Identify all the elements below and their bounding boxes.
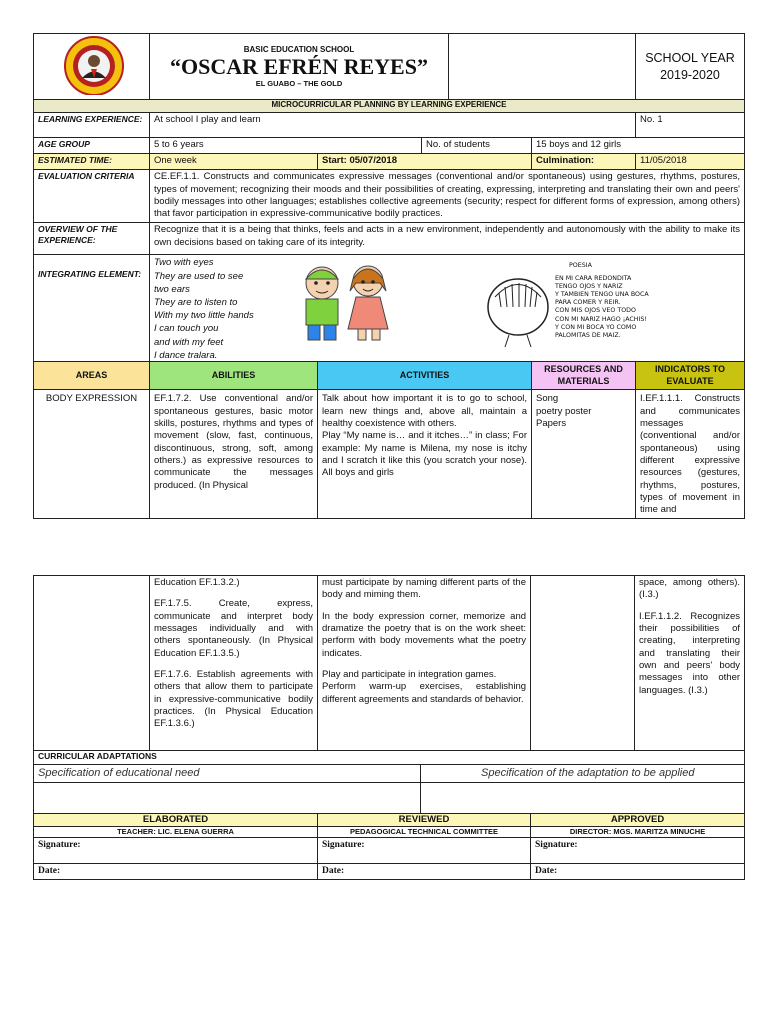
poem-line: They are used to see	[154, 270, 244, 282]
teacher-name: TEACHER: LIC. ELENA GUERRA	[34, 827, 318, 838]
integrating-element-cell	[150, 255, 745, 362]
poem-line: I can touch you	[154, 323, 219, 335]
signature-approved: Signature:	[531, 838, 745, 864]
poesia-title: POESIA	[569, 262, 592, 270]
adaptation-value	[421, 783, 745, 814]
school-year-value: 2019-2020	[660, 67, 720, 82]
resource-papers: Papers	[536, 418, 567, 430]
school-year-label: SCHOOL YEAR	[645, 50, 735, 65]
activity-poetry: In the body expression corner, memorize and dramatize the poetry that is on the work sheet: perform with body movements what the poetry indicates.	[322, 610, 527, 659]
activity-integration: Play and participate in integration games.	[322, 669, 497, 681]
school-type: BASIC EDUCATION SCHOOL	[243, 44, 355, 54]
signature-reviewed: Signature:	[318, 838, 531, 864]
activities-header: ACTIVITIES	[318, 362, 532, 390]
educational-need-value	[34, 783, 421, 814]
resources-header: RESOURCES AND MATERIALS	[532, 362, 636, 390]
elaborated-header: ELABORATED	[34, 814, 318, 827]
poesia-block	[555, 262, 649, 340]
school-logo	[34, 34, 148, 95]
activity-1: Talk about how important it is to go to school, learn new things and, above all, maintain a healthy coexistence with others.	[322, 393, 527, 430]
poem-line: With my two little hands	[154, 310, 254, 322]
poesia-line: PALOMITAS DE MAIZ.	[555, 331, 621, 339]
ability-ef176: EF.1.7.6. Establish agreements with others that allow them to participate in expressive-communicative bodily practices. (In Physical Education EF.1.3.6.)	[154, 669, 313, 730]
planning-banner: MICROCURRICULAR PLANNING BY LEARNING EXPERIENCE	[34, 100, 745, 113]
poesia-line: CON MIS OJOS VEO TODO	[555, 307, 636, 315]
abilities-header: ABILITIES	[150, 362, 318, 390]
poesia-line: EN MI CARA REDONDITA	[555, 274, 632, 282]
resource-poster: poetry poster	[536, 405, 592, 417]
poesia-lines	[555, 275, 649, 341]
abilities-cell-2	[150, 576, 318, 751]
students-value: 15 boys and 12 girls	[532, 138, 745, 154]
poesia-line: Y CON MI BOCA YO COMO	[555, 323, 637, 331]
indicators-header: INDICATORS TO EVALUATE	[636, 362, 745, 390]
poem-line: Two with eyes	[154, 257, 214, 269]
poem-line: They are to listen to	[154, 296, 238, 308]
poesia-line: PARA COMER Y REIR.	[555, 299, 621, 307]
school-location: EL GUABO – THE GOLD	[255, 79, 343, 89]
logo-cell	[34, 34, 150, 100]
indicator-ief112: I.EF.1.1.2. Recognizes their possibilities of creating, interpreting and translating their own and peers' body messages into other languages. (I.3.)	[639, 610, 741, 696]
committee-name: PEDAGOGICAL TECHNICAL COMMITTEE	[318, 827, 531, 838]
poem-line: and with my feet	[154, 336, 224, 348]
poesia-line: TENGO OJOS Y NARIZ	[555, 282, 623, 290]
age-group-label: AGE GROUP	[34, 138, 150, 154]
evaluation-criteria-value: CE.EF.1.1. Constructs and communicates expressive messages (conventional and/or spontaneous) using gestures, rhythms, postures, types of movement; recognizing their moods and their possibilities of creating, expressing, interpreting and translating their own and peers' bodily messages into other languages; establishes collective agreements (security; respect for different forms of expression, among others) that favor participation in expressive-communicative bodily practices.	[150, 170, 745, 223]
date-approved: Date:	[531, 864, 745, 879]
experience-number: No. 1	[636, 113, 745, 138]
date-elaborated: Date:	[34, 864, 318, 879]
estimated-time-value: One week	[150, 154, 318, 170]
school-name: “OSCAR EFRÉN REYES”	[170, 53, 428, 79]
culmination-label: Culmination:	[532, 154, 636, 170]
face-drawing	[485, 267, 551, 349]
poesia-line: Y TAMBIEN TENGO UNA BOCA	[555, 290, 649, 298]
start-date: Start: 05/07/2018	[318, 154, 532, 170]
estimated-time-label: ESTIMATED TIME:	[34, 154, 150, 170]
indicator-continued: space, among others). (I.3.)	[639, 577, 741, 601]
poesia-line: CON MI NARIZ HAGO ¡ACHIS!	[555, 315, 647, 323]
indicators-cell-2	[635, 576, 745, 751]
overview-label: OVERVIEW OF THE EXPERIENCE:	[34, 223, 150, 255]
planning-table-top	[33, 33, 745, 519]
date-reviewed: Date:	[318, 864, 531, 879]
activities-cell-1	[318, 390, 532, 518]
curricular-adaptations-title: CURRICULAR ADAPTATIONS	[34, 751, 745, 765]
resources-cell-2	[531, 576, 635, 751]
poem-text	[154, 256, 254, 362]
abilities-continued: Education EF.1.3.2.)	[154, 577, 240, 588]
evaluation-criteria-label: EVALUATION CRITERIA	[34, 170, 150, 223]
activity-continued: must participate by naming different parts of the body and miming them.	[322, 577, 527, 601]
reviewed-header: REVIEWED	[318, 814, 531, 827]
indicators-text-1: I.EF.1.1.1. Constructs and communicates messages (conventional and/or spontaneous) using different expressive resources (gestures, rhythms, postures, types of movement in time and	[636, 390, 745, 518]
planning-table-bottom	[33, 575, 745, 880]
educational-need-label: Specification of educational need	[34, 765, 421, 783]
abilities-text-1: EF.1.7.2. Use conventional and/or spontaneous gestures, basic motor skills, postures, rhythms and types of movement (slow, fast, continuous, discontinuous, strong, soft, among others.) as expressive resources to communicate the messages produced. (In Physical	[150, 390, 318, 518]
children-illustration	[290, 263, 405, 343]
areas-header: AREAS	[34, 362, 150, 390]
culmination-value: 11/05/2018	[636, 154, 745, 170]
adaptation-label: Specification of the adaptation to be applied	[421, 765, 745, 783]
activity-warmup: Perform warm-up exercises, establishing different agreements and standards of behavior.	[322, 681, 527, 705]
learning-experience-label: LEARNING EXPERIENCE:	[34, 113, 150, 138]
students-label: No. of students	[422, 138, 532, 154]
area-body-expression: BODY EXPRESSION	[34, 390, 150, 518]
resources-cell	[532, 390, 636, 518]
signature-elaborated: Signature:	[34, 838, 318, 864]
poem-line: two ears	[154, 283, 190, 295]
header-spacer	[449, 34, 636, 100]
approved-header: APPROVED	[531, 814, 745, 827]
ability-ef175: EF.1.7.5. Create, express, communicate and interpret body messages individually and with others spontaneously. (In Physical Education EF.1.3.5.)	[154, 598, 313, 659]
overview-value: Recognize that it is a being that thinks, feels and acts in a new environment, independently and autonomously with the ability to make its own decisions based on taking care of its integrity.	[150, 223, 745, 255]
area-continued	[34, 576, 150, 751]
activities-cell-2	[318, 576, 531, 751]
director-name: DIRECTOR: MGS. MARITZA MINUCHE	[531, 827, 745, 838]
learning-experience-value: At school I play and learn	[150, 113, 636, 138]
integrating-element-label: INTEGRATING ELEMENT:	[34, 255, 150, 362]
resource-song: Song	[536, 393, 559, 405]
activity-2: Play “My name is… and it itches…” in class; For example: My name is Milena, my nose is itchy and I scratch it like this (you scratch your nose). All boys and girls	[322, 430, 527, 479]
poem-line: I dance tralara.	[154, 349, 218, 361]
age-group-value: 5 to 6 years	[150, 138, 422, 154]
